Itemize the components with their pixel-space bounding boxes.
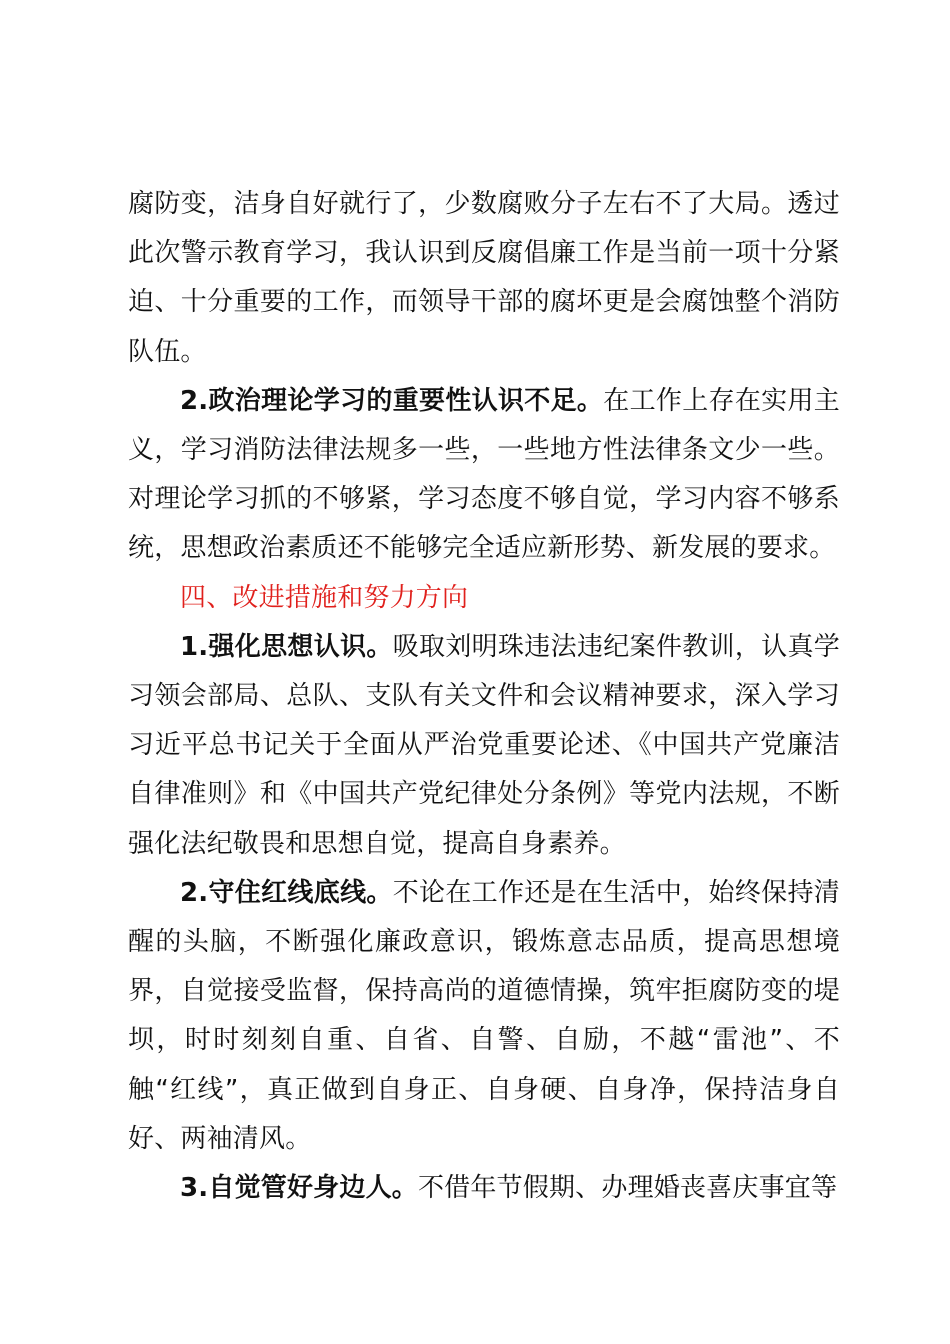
paragraph-text: 不借年节假期、办理婚丧喜庆事宜等 — [417, 1173, 838, 1204]
paragraph-item-2-hold-red-line — [128, 869, 840, 1164]
paragraph-text: 不论在工作还是在生活中，始终保持清醒的头脑，不断强化廉政意识，锻炼意志品质，提高思想境界，自觉接受监督，保持高尚的道德情操，筑牢拒腐防变的堤坝，时时刻刻自重、自省、自警、自励，不越“雷池”、不触“红线”，真正做到自身正、自身硬、自身净，保持洁身自好、两袖清风。 — [128, 877, 840, 1154]
paragraph-text: 在工作上存在实用主义，学习消防法律法规多一些，一些地方性法律条文少一些。对理论学习抓的不够紧，学习态度不够自觉，学习内容不够系统，思想政治素质还不能够完全适应新形势、新发展的要求。 — [128, 385, 840, 564]
paragraph-item-1-strengthen-awareness — [128, 623, 840, 869]
paragraph-lead: 2.政治理论学习的重要性认识不足。 — [180, 385, 604, 416]
paragraph-text: 腐防变，洁身自好就行了，少数腐败分子左右不了大局。透过此次警示教育学习，我认识到反腐倡廉工作是当前一项十分紧迫、十分重要的工作，而领导干部的腐坏更是会腐蚀整个消防队伍。 — [128, 189, 840, 367]
paragraph-text: 吸取刘明珠违法违纪案件教训，认真学习领会部局、总队、支队有关文件和会议精神要求，深入学习习近平总书记关于全面从严治党重要论述、《中国共产党廉洁自律准则》和《中国共产党纪律处分条例》等党内法规，不断强化法纪敬畏和思想自觉，提高自身素养。 — [128, 631, 840, 859]
paragraph-lead: 1.强化思想认识。 — [180, 631, 393, 662]
paragraph-item-3-manage-associates — [128, 1164, 840, 1213]
paragraph-lead: 3.自觉管好身边人。 — [180, 1173, 418, 1204]
paragraph-lead: 2.守住红线底线。 — [180, 877, 393, 908]
paragraph-continuation — [128, 180, 840, 377]
section-heading: 四、改进措施和努力方向 — [180, 582, 469, 613]
document-body — [128, 180, 840, 1213]
paragraph-item-2-theory-study — [128, 377, 840, 574]
